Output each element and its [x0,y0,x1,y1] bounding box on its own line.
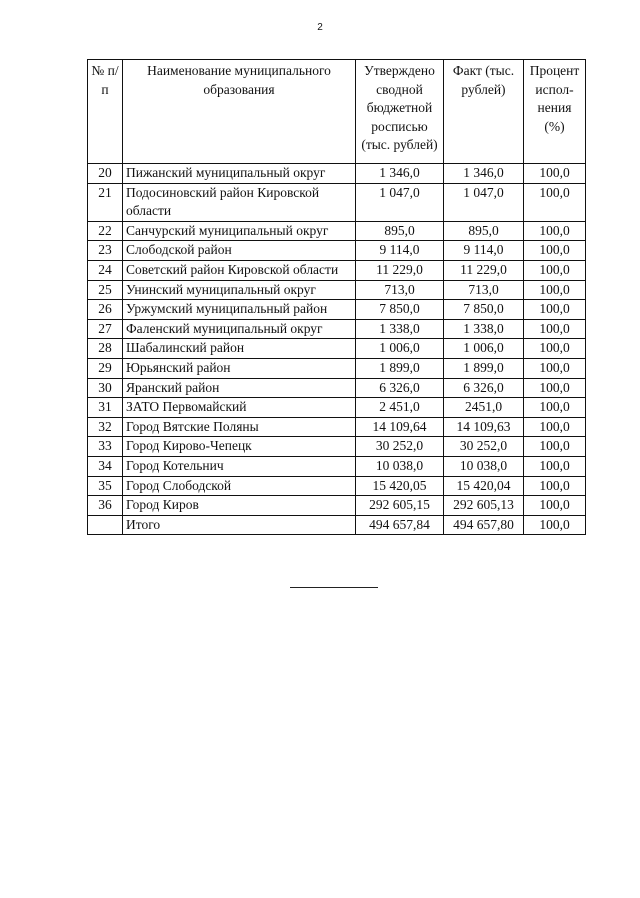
table-row [88,417,586,437]
fact-amount: 7 850,0 [444,300,524,320]
municipality-name: Унинский муниципальный округ [123,280,356,300]
row-number: 25 [88,280,123,300]
municipality-name: Город Слободской [123,476,356,496]
execution-percent: 100,0 [524,378,586,398]
total-fact: 494 657,80 [444,515,524,535]
table-row [88,241,586,261]
fact-amount: 1 006,0 [444,339,524,359]
fact-amount: 2451,0 [444,398,524,418]
row-number: 34 [88,456,123,476]
municipality-name: Город Вятские Поляны [123,417,356,437]
municipality-name: Советский район Кировской области [123,260,356,280]
header-fact: Факт (тыс. рублей) [444,60,524,164]
approved-amount: 2 451,0 [356,398,444,418]
table-row [88,280,586,300]
row-number: 21 [88,183,123,221]
header-approved: Утверждено сводной бюджетной росписью (тыс. рублей) [356,60,444,164]
execution-percent: 100,0 [524,300,586,320]
approved-amount: 15 420,05 [356,476,444,496]
municipality-name: Уржумский муниципальный район [123,300,356,320]
execution-percent: 100,0 [524,417,586,437]
row-number: 23 [88,241,123,261]
municipality-name: Город Киров [123,496,356,516]
row-number: 35 [88,476,123,496]
fact-amount: 14 109,63 [444,417,524,437]
approved-amount: 1 006,0 [356,339,444,359]
row-number: 29 [88,358,123,378]
header-number: № п/п [88,60,123,164]
table-row [88,339,586,359]
row-number: 22 [88,221,123,241]
execution-percent: 100,0 [524,437,586,457]
fact-amount: 15 420,04 [444,476,524,496]
table-row [88,164,586,184]
total-row [88,515,586,535]
fact-amount: 1 899,0 [444,358,524,378]
execution-percent: 100,0 [524,241,586,261]
fact-amount: 6 326,0 [444,378,524,398]
municipality-name: Пижанский муниципальный округ [123,164,356,184]
execution-percent: 100,0 [524,496,586,516]
approved-amount: 292 605,15 [356,496,444,516]
end-divider-line [290,587,378,588]
municipality-name: Юрьянский район [123,358,356,378]
fact-amount: 9 114,0 [444,241,524,261]
header-name: Наименование муниципального образования [123,60,356,164]
page-number: 2 [317,22,323,33]
header-percent: Процент испол-нения (%) [524,60,586,164]
fact-amount: 10 038,0 [444,456,524,476]
execution-percent: 100,0 [524,280,586,300]
execution-percent: 100,0 [524,164,586,184]
execution-percent: 100,0 [524,456,586,476]
execution-percent: 100,0 [524,221,586,241]
execution-percent: 100,0 [524,260,586,280]
municipality-name: Слободской район [123,241,356,261]
execution-percent: 100,0 [524,476,586,496]
approved-amount: 895,0 [356,221,444,241]
table-row [88,496,586,516]
fact-amount: 11 229,0 [444,260,524,280]
table-row [88,398,586,418]
approved-amount: 7 850,0 [356,300,444,320]
table-row [88,476,586,496]
municipality-name: ЗАТО Первомайский [123,398,356,418]
municipality-name: Подосиновский район Кировской области [123,183,356,221]
header-row [88,60,586,164]
row-number: 30 [88,378,123,398]
execution-percent: 100,0 [524,183,586,221]
table-row [88,221,586,241]
table-row [88,260,586,280]
table-row [88,378,586,398]
fact-amount: 895,0 [444,221,524,241]
row-number: 28 [88,339,123,359]
total-approved: 494 657,84 [356,515,444,535]
approved-amount: 9 114,0 [356,241,444,261]
fact-amount: 30 252,0 [444,437,524,457]
execution-percent: 100,0 [524,358,586,378]
total-label: Итого [123,515,356,535]
row-number: 31 [88,398,123,418]
municipality-name: Фаленский муниципальный округ [123,319,356,339]
fact-amount: 1 346,0 [444,164,524,184]
approved-amount: 6 326,0 [356,378,444,398]
approved-amount: 10 038,0 [356,456,444,476]
table-row [88,358,586,378]
table-row [88,319,586,339]
row-number: 20 [88,164,123,184]
fact-amount: 713,0 [444,280,524,300]
table-row [88,437,586,457]
approved-amount: 11 229,0 [356,260,444,280]
execution-percent: 100,0 [524,398,586,418]
row-number: 33 [88,437,123,457]
total-percent: 100,0 [524,515,586,535]
table-row [88,456,586,476]
execution-percent: 100,0 [524,339,586,359]
approved-amount: 1 899,0 [356,358,444,378]
approved-amount: 713,0 [356,280,444,300]
budget-execution-table [87,59,586,535]
fact-amount: 292 605,13 [444,496,524,516]
row-number: 32 [88,417,123,437]
fact-amount: 1 047,0 [444,183,524,221]
approved-amount: 14 109,64 [356,417,444,437]
municipality-name: Город Кирово-Чепецк [123,437,356,457]
table-row [88,300,586,320]
municipality-name: Яранский район [123,378,356,398]
municipality-name: Шабалинский район [123,339,356,359]
total-number [88,515,123,535]
row-number: 27 [88,319,123,339]
approved-amount: 1 047,0 [356,183,444,221]
fact-amount: 1 338,0 [444,319,524,339]
approved-amount: 1 338,0 [356,319,444,339]
row-number: 24 [88,260,123,280]
row-number: 26 [88,300,123,320]
municipality-name: Город Котельнич [123,456,356,476]
municipality-name: Санчурский муниципальный округ [123,221,356,241]
approved-amount: 30 252,0 [356,437,444,457]
execution-percent: 100,0 [524,319,586,339]
row-number: 36 [88,496,123,516]
approved-amount: 1 346,0 [356,164,444,184]
table-row [88,183,586,221]
